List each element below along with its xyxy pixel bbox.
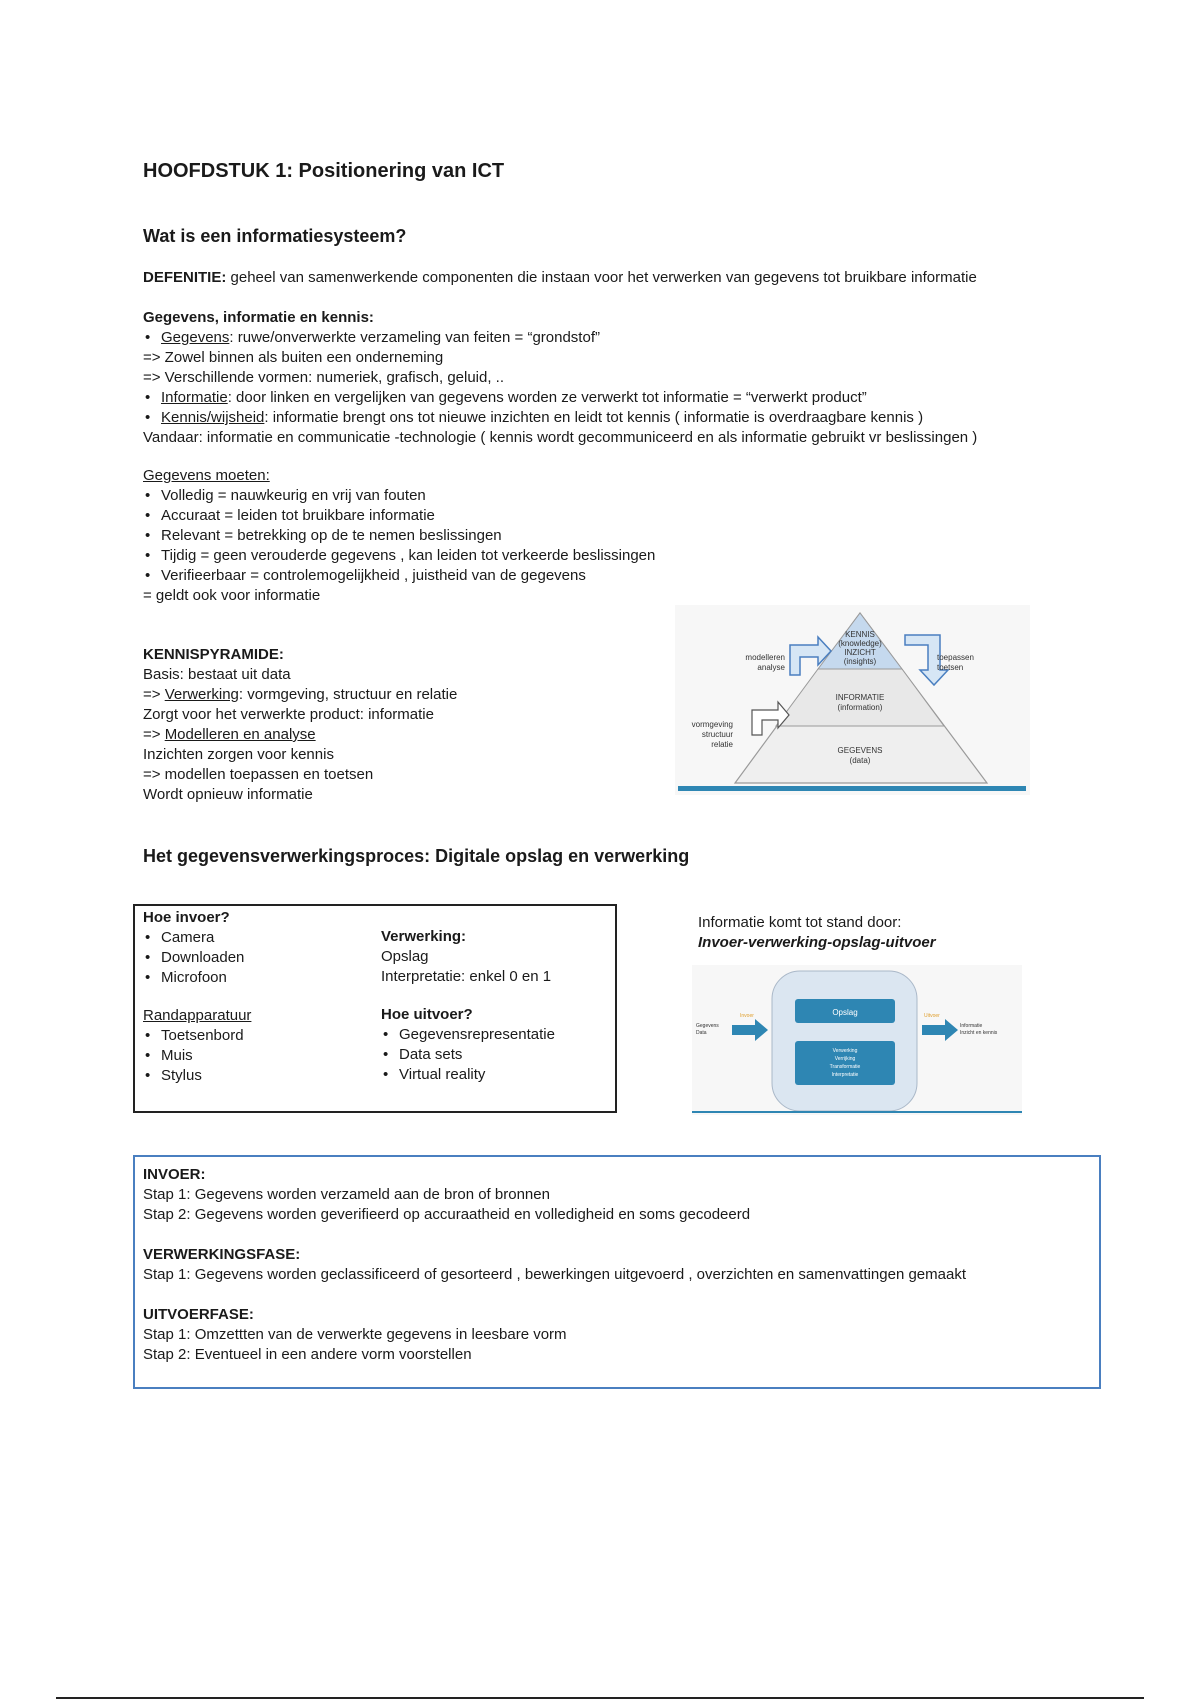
gik-line-2: => Zowel binnen als buiten een onderneming — [143, 349, 444, 366]
phase-invoer-step-1: Stap 1: Gegevens worden verzameld aan de bron of bronnen — [143, 1186, 550, 1203]
flow-label-data: Data — [696, 1030, 707, 1036]
phase-uitvoer-step-1: Stap 1: Omzettten van de verwerkte gegevens in leesbare vorm — [143, 1326, 567, 1343]
section-title-informatiesysteem: Wat is een informatiesysteem? — [143, 226, 407, 246]
flow-label-invoer: Invoer — [740, 1013, 754, 1019]
knowledge-pyramid-figure — [675, 605, 1030, 795]
uitvoer-item: • Virtual reality — [381, 1065, 555, 1085]
footer-rule — [56, 1697, 1144, 1699]
rand-item: • Stylus — [143, 1066, 251, 1086]
must-title: Gegevens moeten: — [143, 467, 270, 484]
pyramid-label-toepassen: toepassen — [937, 653, 974, 662]
phases-content — [143, 1165, 966, 1365]
pyramid-line-1: Basis: bestaat uit data — [143, 666, 291, 683]
phase-uitvoer-step-2: Stap 2: Eventueel in een andere vorm voorstellen — [143, 1346, 472, 1363]
gik-text-kennis: : informatie brengt ons tot nieuwe inzichten en leidt tot kennis ( informatie is overdraagbare kennis ) — [264, 409, 924, 426]
must-footer: = geldt ook voor informatie — [143, 587, 321, 604]
phase-invoer-step-2: Stap 2: Gegevens worden geverifieerd op accuraatheid en volledigheid en soms gecodeerd — [143, 1206, 751, 1223]
flow-label-verwerking: Verwerking — [832, 1048, 858, 1054]
invoer-title: Hoe invoer? — [143, 909, 230, 926]
pyramid-line-2 — [143, 685, 457, 705]
must-block — [143, 466, 655, 606]
must-item: • Verifieerbaar = controlemogelijkheid , juistheid van de gegevens — [143, 566, 655, 586]
phase-verwerking-title: VERWERKINGSFASE: — [143, 1246, 301, 1263]
processing-flow-figure — [692, 965, 1022, 1115]
must-item: • Volledig = nauwkeurig en vrij van fouten — [143, 486, 655, 506]
flow-label-gegevens: Gegevens — [696, 1023, 719, 1029]
gik-line-gegevens — [143, 328, 977, 348]
gik-line-3: => Verschillende vormen: numeriek, grafisch, geluid, .. — [143, 369, 505, 386]
flow-label-transformatie: Transformatie — [829, 1064, 861, 1070]
phase-invoer-title: INVOER: — [143, 1166, 206, 1183]
pyramid-label-modelleren: modelleren — [745, 653, 785, 662]
section-title-gegevensverwerking: Het gegevensverwerkingsproces: Digitale opslag en verwerking — [143, 846, 690, 866]
pyramid-label-structuur: structuur — [701, 730, 733, 739]
pyramid-base-bar — [678, 786, 1026, 791]
pyramid-label-inzicht: INZICHT — [844, 648, 876, 657]
gik-title: Gegevens, informatie en kennis: — [143, 309, 374, 326]
rand-item: • Toetsenbord — [143, 1026, 251, 1046]
must-item: • Tijdig = geen verouderde gegevens , kan leiden tot verkeerde beslissingen — [143, 546, 655, 566]
pyramid-label-data: (data) — [849, 756, 871, 765]
verwerking-interpretatie: Interpretatie: enkel 0 en 1 — [381, 968, 552, 985]
pyramid-label-relatie: relatie — [711, 740, 733, 749]
pyramid-label-kennis: KENNIS — [845, 630, 875, 639]
gik-term-informatie: Informatie — [161, 389, 228, 406]
gik-text-informatie: : door linken en vergelijken van gegevens worden ze verwerkt tot informatie = “verwerkt product” — [227, 389, 867, 406]
pyramid-text-verwerking: : vormgeving, structuur en relatie — [238, 686, 458, 703]
pyramid-title: KENNISPYRAMIDE: — [143, 646, 284, 663]
flow-base-line — [692, 1111, 1022, 1113]
pyramid-line-6: => modellen toepassen en toetsen — [143, 766, 374, 783]
pyramid-label-analyse: analyse — [757, 663, 785, 672]
definition-text: geheel van samenwerkende componenten die instaan voor het verwerken van gegevens tot bruikbare informatie — [226, 269, 977, 286]
uitvoer-item: • Gegevensrepresentatie — [381, 1025, 555, 1045]
pyramid-label-informatie: INFORMATIE — [835, 693, 885, 702]
flow-label-verrijking: Verrijking — [834, 1056, 856, 1062]
info-caption-line-2: Invoer-verwerking-opslag-uitvoer — [698, 934, 936, 951]
pyramid-text-block — [143, 645, 457, 805]
pyramid-line-5: Inzichten zorgen voor kennis — [143, 746, 334, 763]
invoer-item: • Microfoon — [143, 968, 251, 988]
pyramid-line-3: Zorgt voor het verwerkte product: informatie — [143, 706, 434, 723]
pyramid-arrow: => — [143, 686, 165, 703]
gik-line-vandaar: Vandaar: informatie en communicatie -technologie ( kennis wordt gecommuniceerd en als informatie gebruikt vr beslissingen ) — [143, 429, 978, 446]
pyramid-label-vormgeving: vormgeving — [691, 720, 733, 729]
pyramid-label-information: (information) — [837, 703, 883, 712]
definition-label: DEFENITIE: — [143, 269, 227, 286]
pyramid-term-verwerking: Verwerking — [164, 686, 239, 703]
verwerking-title: Verwerking: — [381, 928, 467, 945]
gik-line-kennis — [143, 408, 977, 428]
gik-term-kennis: Kennis/wijsheid — [161, 409, 265, 426]
gik-term-gegevens: Gegevens — [161, 329, 230, 346]
rand-item: • Muis — [143, 1046, 251, 1066]
invoer-item: • Camera — [143, 928, 251, 948]
chapter-title: HOOFDSTUK 1: Positionering van ICT — [143, 160, 505, 182]
pyramid-term-modelleren: Modelleren en analyse — [164, 726, 316, 743]
pyramid-label-gegevens: GEGEVENS — [837, 746, 883, 755]
phase-verwerking-step-1: Stap 1: Gegevens worden geclassificeerd of gesorteerd , bewerkingen uitgevoerd , overzichten en samenvattingen gemaakt — [143, 1266, 966, 1283]
gik-text-gegevens: : ruwe/onverwerkte verzameling van feiten = “grondstof” — [229, 329, 600, 346]
uitvoer-title: Hoe uitvoer? — [381, 1006, 473, 1023]
uitvoer-item: • Data sets — [381, 1045, 555, 1065]
info-caption-line-1: Informatie komt tot stand door: — [698, 914, 902, 931]
flow-opslag-label: Opslag — [832, 1008, 858, 1017]
pyramid-label-insights: (insights) — [843, 657, 877, 666]
flow-label-uitvoer: Uitvoer — [924, 1013, 940, 1019]
pyramid-line-4 — [143, 725, 457, 745]
must-item: • Relevant = betrekking op de te nemen beslissingen — [143, 526, 655, 546]
gik-line-informatie — [143, 388, 977, 408]
randapparatuur-title: Randapparatuur — [143, 1007, 252, 1024]
flow-label-interpretatie: Interpretatie — [831, 1072, 859, 1078]
info-caption — [698, 913, 936, 953]
gik-block — [143, 308, 977, 448]
verwerking-opslag: Opslag — [381, 948, 429, 965]
must-item: • Accuraat = leiden tot bruikbare informatie — [143, 506, 655, 526]
process-input-column — [143, 908, 251, 1086]
process-processing-column — [381, 927, 555, 1085]
flow-label-informatie: Informatie — [960, 1023, 983, 1029]
pyramid-arrow: => — [143, 726, 165, 743]
pyramid-label-toetsen: toetsen — [937, 663, 964, 672]
pyramid-label-knowledge: (knowledge) — [838, 639, 882, 648]
pyramid-line-7: Wordt opnieuw informatie — [143, 786, 313, 803]
definition — [143, 268, 977, 288]
phase-uitvoer-title: UITVOERFASE: — [143, 1306, 254, 1323]
flow-label-inzicht: Inzicht en kennis — [960, 1030, 998, 1036]
invoer-item: • Downloaden — [143, 948, 251, 968]
